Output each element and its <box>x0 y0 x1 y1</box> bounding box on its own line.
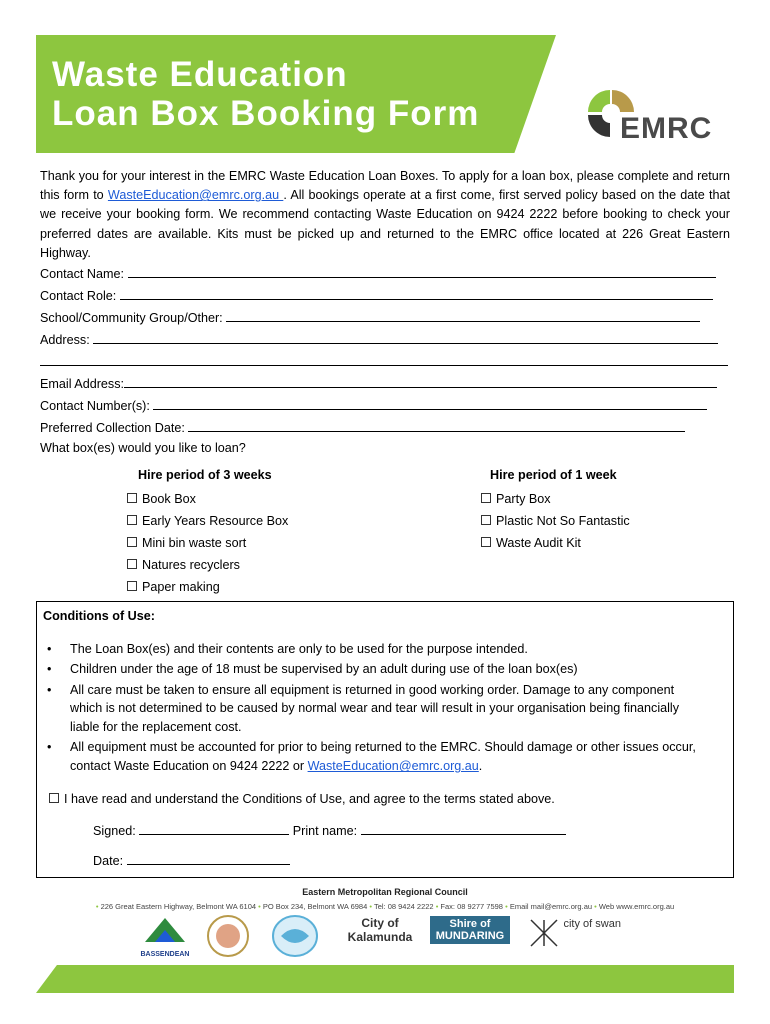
email-line[interactable] <box>124 375 717 388</box>
condition-text-end: . <box>478 759 483 774</box>
checkbox[interactable] <box>127 493 137 503</box>
address-field[interactable] <box>40 331 718 347</box>
kalamunda-label: City of Kalamunda <box>347 916 413 944</box>
preferred-date-label: Preferred Collection Date: <box>40 421 185 435</box>
date-row <box>93 852 290 868</box>
date-line[interactable] <box>127 852 290 865</box>
footer-address-part: PO Box 234, Belmont WA 6984 <box>262 902 368 911</box>
option-label: Natures recyclers <box>142 558 240 572</box>
footer-address-part: 226 Great Eastern Highway, Belmont WA 6104 <box>100 902 257 911</box>
checkbox[interactable] <box>127 537 137 547</box>
mundaring-logo <box>430 916 510 944</box>
option-label: Party Box <box>496 492 551 506</box>
address-line[interactable] <box>93 331 718 344</box>
intro-paragraph <box>40 167 730 263</box>
globe-logo <box>270 914 320 960</box>
condition-text: All care must be taken to ensure all equipment is returned in good working order. Damage to any component which is not determined to be caused by normal wear and tear will result in your organisation being financially liable for the replacement cost. <box>70 682 680 735</box>
condition-item <box>37 681 707 737</box>
footer-address-part: Web www.emrc.org.au <box>598 902 675 911</box>
contact-numbers-line[interactable] <box>153 397 707 410</box>
school-group-line[interactable] <box>226 309 700 322</box>
conditions-title: Conditions of Use: <box>43 609 155 623</box>
bullet: • <box>47 740 52 755</box>
option-plastic[interactable] <box>481 514 630 528</box>
footer-dot-icon: • <box>258 902 261 911</box>
footer-address <box>0 902 770 911</box>
council-logos <box>130 912 630 962</box>
footer-org-name: Eastern Metropolitan Regional Council <box>302 887 468 897</box>
footer-dot-icon: • <box>95 902 99 911</box>
email-label: Email Address: <box>40 377 124 391</box>
contact-numbers-label: Contact Number(s): <box>40 399 150 413</box>
option-label: Plastic Not So Fantastic <box>496 514 630 528</box>
bassendean-logo <box>130 912 200 958</box>
hire-1-week-heading: Hire period of 1 week <box>490 468 617 482</box>
council-seal-icon <box>206 914 250 958</box>
intro-text: Thank you for your interest in the EMRC Waste Education Loan Boxes. To apply for a loan box, please complete and return this form to <box>40 169 730 203</box>
option-label: Book Box <box>142 492 196 506</box>
hire-3-weeks-heading: Hire period of 3 weeks <box>138 468 272 482</box>
bullet: • <box>47 682 52 697</box>
preferred-date-field[interactable] <box>40 419 685 435</box>
checkbox[interactable] <box>481 537 491 547</box>
option-book-box[interactable] <box>127 492 196 506</box>
preferred-date-line[interactable] <box>188 419 685 432</box>
condition-text: The Loan Box(es) and their contents are only to be used for the purpose intended. <box>70 642 528 656</box>
option-early-years[interactable] <box>127 514 288 528</box>
bullet: • <box>47 642 52 656</box>
contact-role-line[interactable] <box>120 287 713 300</box>
agree-checkbox[interactable] <box>49 793 59 803</box>
print-name-label: Print name: <box>292 824 358 838</box>
council-globe-icon <box>271 914 319 958</box>
checkbox[interactable] <box>481 515 491 525</box>
agree-label: I have read and understand the Conditions of Use, and agree to the terms stated above. <box>64 792 555 806</box>
option-label: Mini bin waste sort <box>142 536 247 550</box>
mundaring-label: Shire of MUNDARING <box>430 916 510 944</box>
option-paper-making[interactable] <box>127 580 220 594</box>
box-question: What box(es) would you like to loan? <box>40 441 246 455</box>
footer-dot-icon: • <box>369 902 372 911</box>
option-mini-bin[interactable] <box>127 536 246 550</box>
footer-dot-icon: • <box>505 902 508 911</box>
email-field[interactable] <box>40 375 717 391</box>
signed-line[interactable] <box>139 822 289 835</box>
address-label: Address: <box>40 333 90 347</box>
footer-dot-icon: • <box>435 902 439 911</box>
contact-name-label: Contact Name: <box>40 267 124 281</box>
checkbox[interactable] <box>481 493 491 503</box>
address-line-2[interactable] <box>40 353 728 366</box>
footer-address-part: Tel: 08 9424 2222 <box>373 902 434 911</box>
option-waste-audit[interactable] <box>481 536 581 550</box>
agree-checkbox-row[interactable] <box>49 792 555 806</box>
contact-role-label: Contact Role: <box>40 289 117 303</box>
swan-logo <box>525 918 625 953</box>
conditions-list <box>37 640 707 778</box>
option-natures-recyclers[interactable] <box>127 558 240 572</box>
page-title <box>52 55 572 133</box>
bassendean-label: BASSENDEAN <box>140 951 190 958</box>
option-label: Waste Audit Kit <box>496 536 581 550</box>
condition-item <box>37 660 707 679</box>
bottom-band <box>36 965 734 993</box>
seal-logo <box>205 914 251 960</box>
option-label: Paper making <box>142 580 220 594</box>
print-name-line[interactable] <box>361 822 566 835</box>
condition-text: All equipment must be accounted for prior to being returned to the EMRC. Should damage or other issues occur, contact Waste Education on 9424 2222 or <box>70 740 696 774</box>
contact-role-field[interactable] <box>40 287 713 303</box>
checkbox[interactable] <box>127 581 137 591</box>
checkbox[interactable] <box>127 515 137 525</box>
checkbox[interactable] <box>127 559 137 569</box>
conditions-email-link[interactable]: WasteEducation@emrc.org.au <box>307 759 479 774</box>
option-label: Early Years Resource Box <box>142 514 289 528</box>
signature-row <box>93 822 566 838</box>
option-party-box[interactable] <box>481 492 551 506</box>
contact-name-line[interactable] <box>128 265 716 278</box>
swan-emblem-icon <box>529 918 559 948</box>
kalamunda-logo <box>340 916 420 944</box>
bullet: • <box>47 662 52 677</box>
condition-item <box>37 640 707 659</box>
footer-address-part: Email mail@emrc.org.au <box>509 902 593 911</box>
emrc-logo-text: EMRC <box>620 112 713 145</box>
school-group-field[interactable] <box>40 309 700 325</box>
bassendean-emblem-icon <box>140 912 190 946</box>
intro-email-link[interactable]: WasteEducation@emrc.org.au <box>107 188 284 203</box>
conditions-box <box>36 601 734 878</box>
contact-name-field[interactable] <box>40 265 716 281</box>
footer-address-part: Fax: 08 9277 7598 <box>440 902 503 911</box>
address-field-2[interactable] <box>40 353 728 369</box>
school-group-label: School/Community Group/Other: <box>40 311 223 325</box>
condition-text: Children under the age of 18 must be supervised by an adult during use of the loan box(es) <box>70 662 578 677</box>
intro-text-continued: . All bookings operate at a first come, first served policy based on the date that we receive your booking form. We recommend contacting Waste Education on 9424 2222 before booking to check your preferred dates are available. Kits must be picked up and returned to the EMRC office located at 226 Great Eastern Highway. <box>40 188 730 260</box>
title-line-2: Loan Box Booking Form <box>52 94 480 133</box>
title-line-1: Waste Education <box>52 55 348 94</box>
contact-numbers-field[interactable] <box>40 397 707 413</box>
date-label: Date: <box>93 854 124 868</box>
swan-label: city of swan <box>563 918 621 930</box>
footer-dot-icon: • <box>594 902 597 911</box>
condition-item <box>37 738 707 776</box>
signed-label: Signed: <box>93 824 136 838</box>
